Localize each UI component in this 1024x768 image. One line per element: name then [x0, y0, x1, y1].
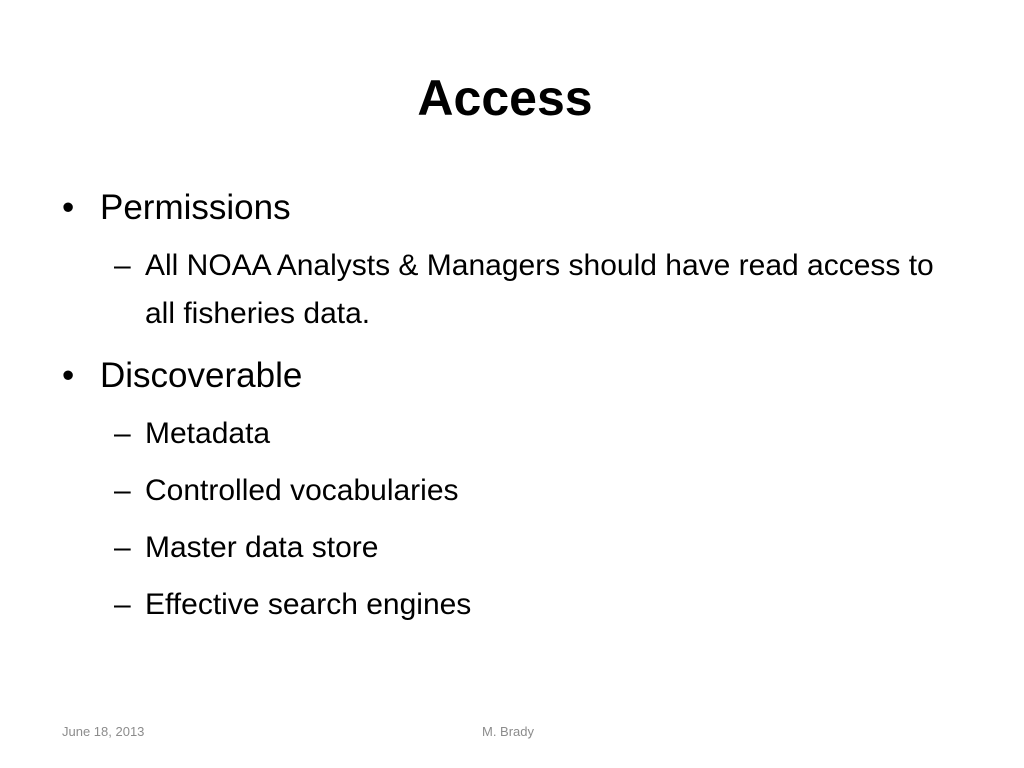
- dash-icon: –: [114, 417, 131, 450]
- slide-content: [58, 186, 958, 638]
- sub-bullet: [58, 467, 945, 515]
- dash-icon: –: [114, 474, 131, 507]
- bullet-icon: •: [62, 356, 75, 395]
- sub-bullet-text: Master data store: [145, 531, 379, 564]
- sub-bullet-text: Effective search engines: [145, 588, 472, 621]
- sub-bullet: [58, 242, 945, 338]
- sub-bullet-text: Metadata: [145, 417, 271, 450]
- bullet-text: Permissions: [100, 188, 291, 227]
- footer-date: June 18, 2013: [62, 724, 145, 739]
- bullet-icon: •: [62, 188, 75, 227]
- bullet-permissions: [58, 186, 958, 230]
- sub-bullet: [58, 524, 945, 572]
- dash-icon: –: [114, 588, 131, 621]
- bullet-text: Discoverable: [100, 356, 303, 395]
- sub-bullet: [58, 581, 945, 629]
- bullet-discoverable: [58, 354, 958, 398]
- slide-title: Access: [417, 70, 593, 126]
- sub-bullet-text: All NOAA Analysts & Managers should have read access to all fisheries data.: [145, 249, 934, 330]
- sub-bullet-text: Controlled vocabularies: [145, 474, 459, 507]
- footer-author: M. Brady: [482, 724, 535, 739]
- dash-icon: –: [114, 249, 131, 282]
- sub-bullet: [58, 410, 945, 458]
- dash-icon: –: [114, 531, 131, 564]
